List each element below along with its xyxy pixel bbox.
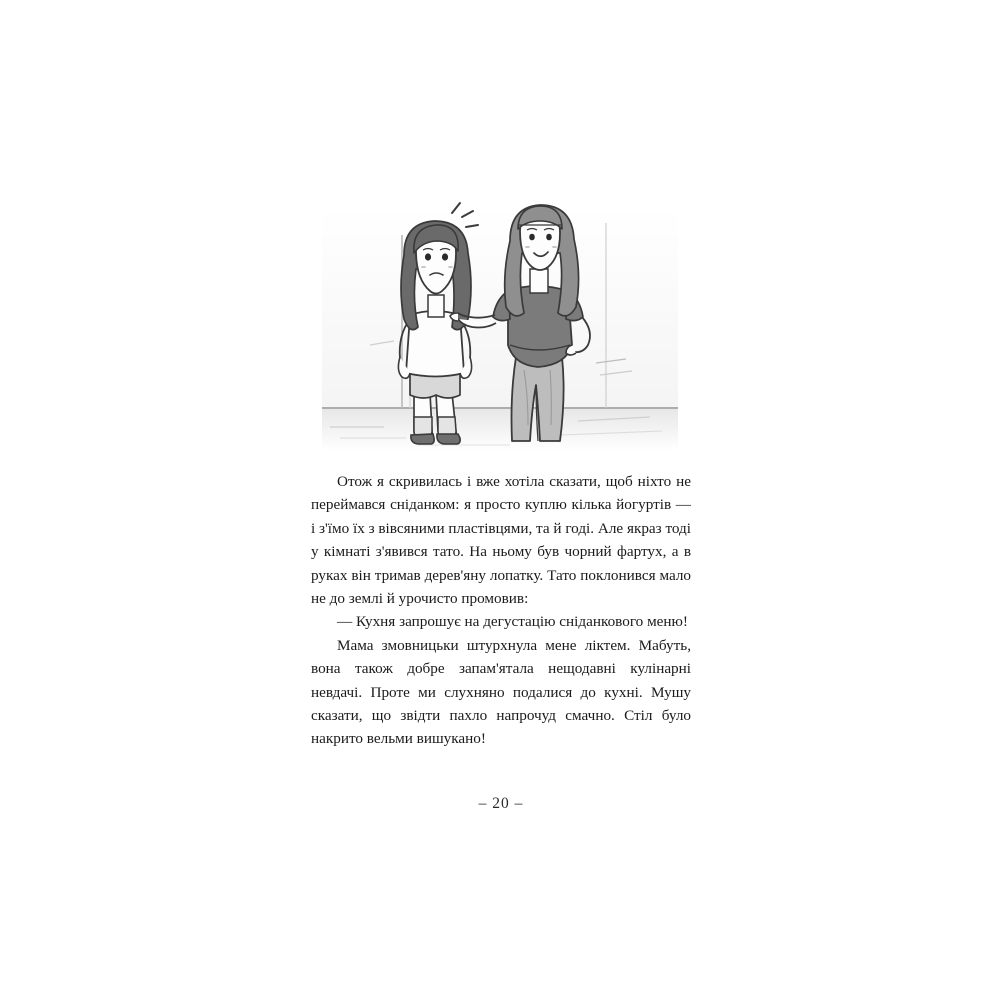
page-number: – 20 – <box>478 795 524 812</box>
mother-and-daughter-illustration <box>310 195 690 460</box>
paragraph-3: Мама змовницьки штурхнула мене ліктем. Мабуть, вона також добре запам'ятала нещодавні кулінарні невдачі. Проте ми слухняно подалися до кухні. Мушу сказати, що звідти пахло напрочуд смачно. Стіл було накрито вельми вишукано! <box>311 636 691 748</box>
paragraph-1: Отож я скривилась і вже хотіла сказати, щоб ніхто не переймався сніданком: я просто куплю кілька йогуртів — і з'їмо їх з вівсяними пластівцями, та й годі. Але якраз тоді у кімнаті з'явився тато. На ньому був чорний фартух, а в руках він тримав дерев'яну лопатку. Тато поклонився мало не до землі й урочисто промовив: <box>311 473 691 608</box>
body-text <box>311 470 691 751</box>
background-room <box>322 205 678 451</box>
paragraph-2-dialogue: — Кухня запрошує на дегустацію сніданкового меню! <box>337 613 688 631</box>
